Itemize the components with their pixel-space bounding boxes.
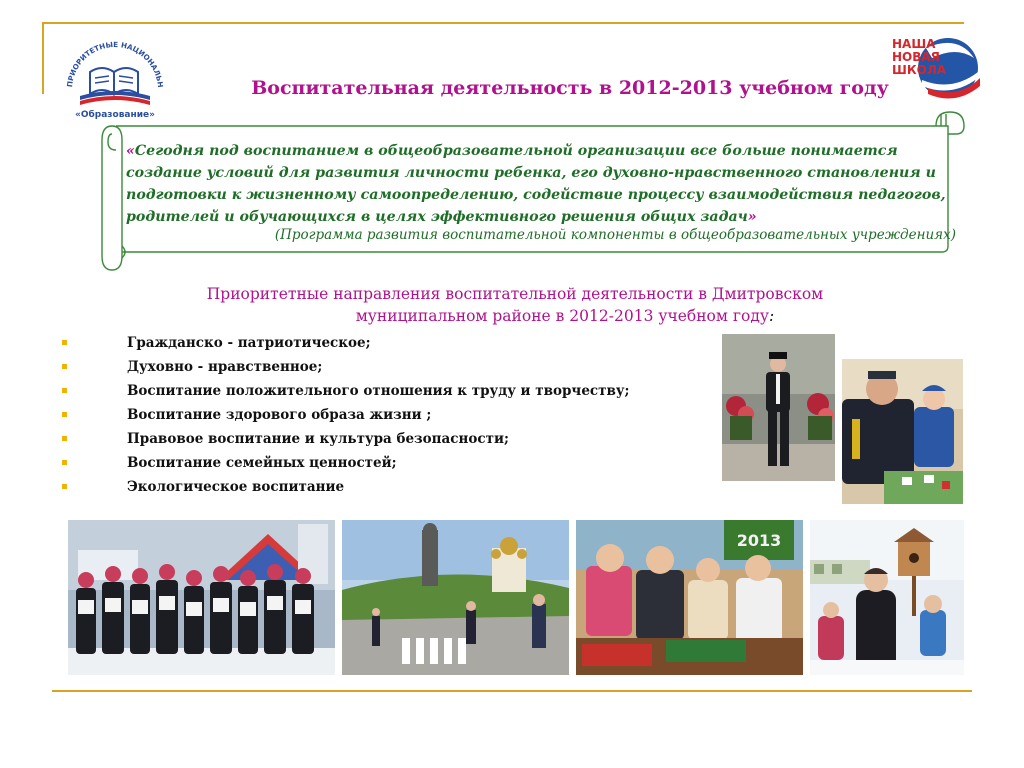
photo-traffic-playground (342, 520, 569, 675)
quote-source: (Программа развития воспитательной компоненты в общеобразовательных учреждениях) (274, 227, 956, 243)
section-heading-colon: : (769, 307, 775, 325)
logo-arc-text: ПРИОРИТЕТНЫЕ НАЦИОНАЛЬН (65, 39, 165, 88)
photo-ski-race (68, 520, 335, 675)
section-heading-line-1: Приоритетные направления воспитательной деятельности в Дмитровском (206, 285, 824, 303)
section-heading-line-2: муниципальном районе в 2012-2013 учебном году (355, 307, 769, 325)
book-icon (80, 68, 150, 105)
quote-text (126, 140, 962, 228)
page-title: Воспитательная деятельность в 2012-2013 учебном году (251, 76, 889, 99)
photo-classroom-2013 (576, 520, 803, 675)
logo-line-1: НАША (892, 37, 936, 51)
list-item: Воспитание семейных ценностей; (60, 451, 680, 475)
bullet-icon (62, 412, 67, 417)
bullet-icon (62, 388, 67, 393)
bullet-icon (62, 484, 67, 489)
quote-close-mark: » (747, 209, 757, 225)
quote-open-mark: « (126, 143, 135, 159)
bullet-icon (62, 460, 67, 465)
logo-new-school (888, 28, 984, 108)
logo-line-2: НОВАЯ (892, 50, 940, 64)
logo-line-3: ШКОЛА (892, 63, 947, 77)
bullet-icon (62, 364, 67, 369)
classroom-sign-text: 2013 (736, 531, 782, 550)
frame-bottom-line (52, 690, 972, 692)
frame-top-line (42, 22, 964, 24)
photo-winter-birdhouse (810, 520, 964, 675)
directions-list (60, 331, 680, 499)
quote-body: Сегодня под воспитанием в общеобразовательной организации все больше понимается создание условий для развития личности ребенка, его духовно-нравственного становления и подготовки к жизненному самоопределению, содействие процессу взаимодействия педагогов, родителей и обучающихся в целях эффективного решения общих задач (126, 143, 946, 225)
list-item: Воспитание положительного отношения к труду и творчеству; (60, 379, 680, 403)
section-heading (60, 283, 970, 327)
bullet-icon (62, 340, 67, 345)
logo-label: «Образование» (75, 110, 155, 120)
bullet-icon (62, 436, 67, 441)
list-item: Правовое воспитание и культура безопасности; (60, 427, 680, 451)
photo-cadet (722, 334, 835, 481)
list-item: Экологическое воспитание (60, 475, 680, 499)
photo-police-lesson (842, 359, 963, 504)
frame-left-line (42, 22, 44, 94)
list-item: Духовно - нравственное; (60, 355, 680, 379)
list-item: Воспитание здорового образа жизни ; (60, 403, 680, 427)
list-item: Гражданско - патриотическое; (60, 331, 680, 355)
